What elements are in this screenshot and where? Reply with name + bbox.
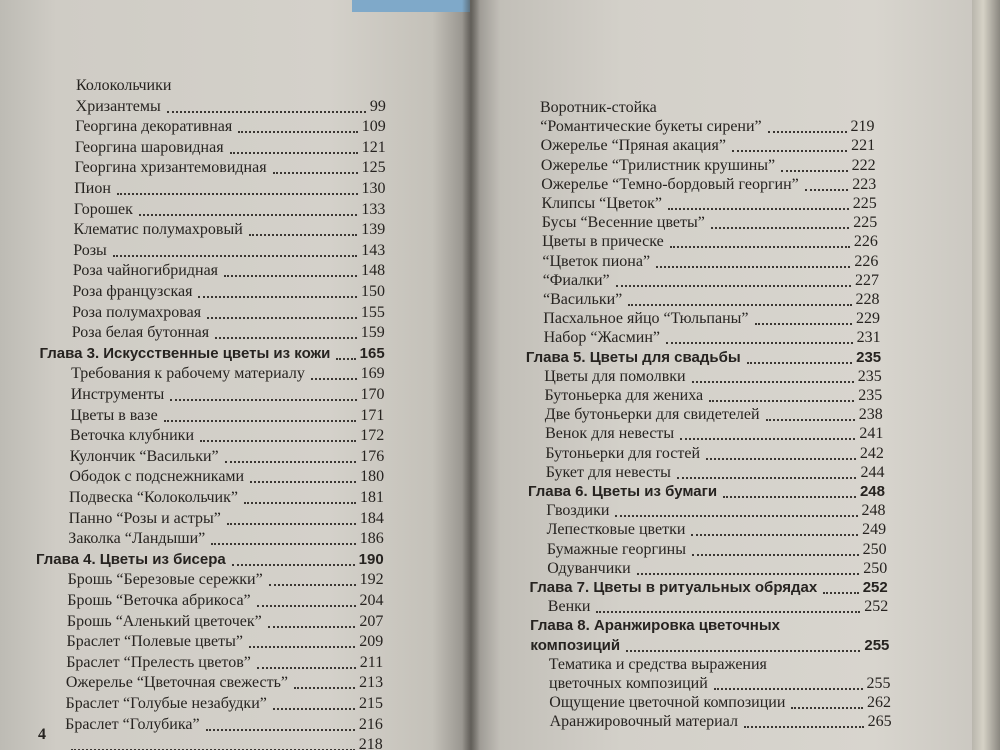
toc-entry-page: 155 — [360, 303, 385, 321]
toc-dot-leader — [215, 337, 357, 339]
toc-entry-page: 249 — [862, 521, 887, 539]
toc-dot-leader — [273, 172, 358, 174]
toc-entry-page: 222 — [851, 156, 876, 174]
toc-entry-page: 192 — [359, 571, 384, 589]
toc-dot-leader — [732, 150, 847, 152]
toc-entry — [66, 692, 384, 714]
page-number: 4 — [38, 726, 46, 743]
toc-dot-leader — [167, 111, 366, 113]
toc-dot-leader — [781, 170, 848, 172]
toc-entry-title: Георгина шаровидная — [74, 138, 224, 156]
toc-dot-leader — [692, 554, 859, 556]
toc-entry — [66, 671, 383, 693]
toc-entry — [68, 568, 384, 590]
toc-entry-title: Розы — [73, 241, 107, 259]
toc-entry-title: Ожерелье “Трилистник крушины” — [540, 156, 776, 174]
toc-entry-page: 223 — [852, 175, 877, 193]
toc-entry-page: 165 — [359, 344, 385, 362]
toc-entry-page: 227 — [854, 271, 879, 289]
toc-entry-page: 238 — [858, 406, 883, 424]
toc-entry-title: Глава 8. Аранжировка цветочных — [530, 617, 780, 635]
toc-entry-page: 109 — [361, 118, 386, 136]
toc-entry-title: Ожерелье “Темно-бордовый георгин” — [541, 175, 799, 193]
toc-entry-page: 252 — [864, 598, 889, 616]
toc-entry-page: 209 — [359, 633, 384, 651]
toc-entry — [69, 465, 384, 487]
toc-dot-leader — [244, 502, 356, 504]
toc-entry-page: 248 — [861, 502, 886, 520]
toc-entry-page: 133 — [361, 200, 386, 218]
toc-entry — [74, 177, 385, 199]
toc-entry — [75, 115, 386, 137]
toc-chapter-entry — [39, 342, 384, 364]
toc-entry-page: 231 — [856, 329, 881, 347]
toc-entry-page: 228 — [855, 291, 880, 308]
toc-entry-title: Роза белая бутонная — [71, 324, 210, 342]
toc-dot-leader — [692, 381, 854, 383]
toc-entry-title: композиций — [530, 636, 621, 654]
toc-dot-leader — [311, 378, 357, 380]
toc-entry-title: Одуванчики — [547, 559, 631, 577]
toc-entry-page: 207 — [359, 612, 384, 630]
toc-entry-page: 255 — [864, 636, 890, 654]
toc-entry-page: 172 — [360, 427, 385, 445]
toc-entry — [73, 239, 385, 261]
toc-entry-title: Ожерелье “Пряная акация” — [540, 137, 726, 155]
toc-entry-page: 225 — [853, 214, 878, 232]
toc-dot-leader — [336, 358, 355, 360]
toc-dot-leader — [711, 227, 849, 229]
toc-dot-leader — [238, 131, 358, 133]
toc-entry — [76, 74, 386, 96]
left-table-of-contents — [0, 0, 470, 750]
toc-entry-title: Бутоньерки для гостей — [545, 444, 701, 462]
toc-entry-title: Бутоньерка для жениха — [544, 387, 704, 404]
right-table-of-contents — [470, 0, 975, 750]
toc-entry-title: Роза полумахровая — [72, 303, 202, 321]
toc-entry — [65, 733, 383, 750]
toc-entry-title: Ожерелье “Цветочная свежесть” — [65, 674, 288, 692]
toc-entry-page: 186 — [359, 530, 384, 548]
toc-entry — [71, 362, 385, 384]
toc-dot-leader — [668, 208, 849, 210]
toc-entry — [67, 589, 383, 611]
toc-entry-page: 150 — [361, 283, 385, 300]
toc-entry-title: Глава 6. Цветы из бумаги — [528, 483, 718, 500]
toc-entry-title: Ощущение цветочной композиции — [549, 694, 786, 712]
toc-entry — [71, 383, 385, 405]
toc-entry-page: 139 — [361, 221, 386, 239]
toc-entry-title: Аранжировочный материал — [549, 713, 738, 731]
toc-dot-leader — [706, 458, 856, 460]
toc-entry — [70, 404, 384, 426]
toc-dot-leader — [227, 523, 356, 525]
toc-dot-leader — [691, 534, 858, 536]
toc-dot-leader — [628, 304, 851, 306]
toc-dot-leader — [273, 708, 355, 710]
toc-entry-title: Веточка клубники — [70, 427, 195, 445]
toc-entry-page: 171 — [360, 406, 385, 424]
toc-dot-leader — [637, 573, 860, 575]
toc-entry-title: Роза чайногибридная — [72, 262, 219, 280]
toc-entry-page: 242 — [859, 444, 884, 462]
toc-dot-leader — [164, 420, 357, 422]
toc-entry-page: 148 — [361, 262, 386, 280]
toc-dot-leader — [198, 296, 357, 298]
toc-entry-page: 176 — [360, 447, 385, 465]
toc-dot-leader — [666, 342, 853, 344]
toc-entry-title: Ободок с подснежниками — [69, 468, 245, 486]
toc-entry-page: 235 — [857, 367, 882, 385]
toc-entry-title: Венок для невесты — [545, 425, 675, 443]
toc-dot-leader — [677, 477, 857, 479]
toc-entry-page: 241 — [859, 425, 884, 443]
toc-entry — [72, 301, 385, 323]
toc-entry — [76, 95, 386, 117]
toc-dot-leader — [113, 255, 357, 257]
toc-entry-title: Пион — [74, 180, 111, 197]
toc-entry-page: 226 — [854, 252, 879, 270]
toc-entry-title: Бусы “Весенние цветы” — [541, 214, 705, 232]
toc-dot-leader — [206, 729, 355, 731]
toc-dot-leader — [791, 707, 863, 709]
toc-entry-page: 184 — [359, 509, 384, 527]
toc-dot-leader — [139, 214, 357, 216]
book-spine-gutter — [462, 0, 480, 750]
toc-entry-title: Брошь “Веточка абрикоса” — [67, 592, 251, 609]
toc-dot-leader — [268, 626, 356, 628]
toc-entry-page: 170 — [360, 386, 385, 403]
toc-entry-page: 252 — [862, 579, 888, 596]
toc-entry-page: 226 — [853, 233, 878, 251]
toc-dot-leader — [747, 362, 852, 364]
page-stack-edge — [972, 0, 1000, 750]
toc-dot-leader — [626, 650, 860, 652]
toc-entry — [67, 630, 384, 652]
toc-entry-title: Клематис полумахровый — [73, 221, 243, 239]
toc-dot-leader — [805, 189, 848, 191]
toc-dot-leader — [766, 419, 855, 421]
toc-entry-page: 262 — [867, 694, 892, 712]
toc-dot-leader — [670, 246, 850, 248]
toc-entry-title: цветочных композиций — [549, 675, 708, 692]
toc-entry-page: 125 — [361, 159, 386, 177]
toc-entry-page: 265 — [867, 713, 892, 731]
toc-entry-title: Глава 5. Цветы для свадьбы — [525, 348, 741, 366]
toc-entry-title: Хризантемы — [75, 97, 161, 115]
toc-entry — [74, 198, 386, 220]
toc-entry-page: 219 — [850, 118, 875, 136]
toc-entry-title: Горошек — [73, 200, 133, 218]
toc-entry-page: 213 — [359, 674, 384, 692]
toc-entry-title: Воротник-стойка — [540, 99, 657, 116]
toc-entry — [74, 218, 386, 240]
toc-entry — [68, 527, 384, 549]
toc-entry-title: Цветы для помолвки — [544, 367, 686, 385]
toc-entry-page: 235 — [858, 387, 883, 404]
toc-entry-title: Панно “Розы и астры” — [68, 509, 221, 527]
toc-dot-leader — [680, 438, 855, 440]
toc-dot-leader — [615, 515, 857, 517]
toc-entry — [73, 259, 385, 281]
toc-entry-title: Глава 3. Искусственные цветы из кожи — [39, 344, 331, 362]
toc-entry-title: Две бутоньерки для свидетелей — [544, 406, 760, 424]
toc-entry-title: “Романтические букеты сирени” — [540, 118, 762, 136]
toc-entry-page: 99 — [369, 97, 386, 115]
toc-entry-title: Глава 7. Цветы в ритуальных обрядах — [529, 579, 818, 596]
toc-entry — [73, 280, 386, 302]
toc-entry-title: Браслет “Голубые незабудки” — [65, 695, 267, 712]
toc-entry-page: 218 — [358, 736, 383, 750]
toc-entry-title: Цветы в вазе — [70, 406, 158, 424]
toc-entry-page: 204 — [359, 592, 384, 609]
toc-entry-title: Пасхальное яйцо “Тюльпаны” — [543, 310, 749, 328]
toc-entry-page: 255 — [866, 675, 891, 692]
toc-dot-leader — [211, 543, 356, 545]
toc-entry-page: 215 — [359, 695, 383, 712]
toc-entry-title: Требования к рабочему материалу — [71, 365, 305, 383]
toc-entry-title: Брошь “Березовые сережки” — [67, 571, 263, 589]
toc-entry — [550, 710, 892, 732]
toc-entry-page: 159 — [360, 324, 385, 342]
toc-entry-title: Бумажные георгины — [546, 540, 686, 558]
left-book-page — [0, 0, 470, 750]
toc-entry-title: Инструменты — [70, 386, 165, 403]
toc-dot-leader — [596, 611, 860, 613]
toc-entry — [72, 321, 385, 343]
toc-dot-leader — [744, 726, 864, 728]
toc-dot-leader — [656, 266, 850, 268]
toc-entry-title: Браслет “Прелесть цветов” — [66, 653, 251, 671]
toc-entry-page: 169 — [360, 365, 385, 383]
toc-entry-title: Букет для невесты — [545, 463, 671, 481]
toc-dot-leader — [249, 234, 358, 236]
toc-dot-leader — [616, 285, 851, 287]
toc-entry-title: Клипсы “Цветок” — [541, 195, 663, 212]
toc-dot-leader — [117, 193, 358, 195]
toc-entry-title: Набор “Жасмин” — [543, 329, 660, 347]
toc-dot-leader — [207, 317, 357, 319]
toc-entry-title: Венки — [547, 598, 591, 616]
toc-entry-page: 216 — [358, 715, 383, 733]
toc-entry-title: Кулончик “Васильки” — [69, 447, 219, 465]
toc-entry — [67, 610, 384, 632]
toc-dot-leader — [200, 440, 356, 442]
toc-entry-title: Заколка “Ландыши” — [68, 530, 206, 548]
toc-entry-page: 190 — [358, 550, 384, 568]
toc-dot-leader — [230, 152, 358, 154]
toc-entry — [75, 136, 386, 158]
toc-dot-leader — [714, 688, 863, 690]
toc-entry-page: 248 — [859, 483, 885, 500]
toc-entry-page: 121 — [361, 138, 386, 156]
toc-entry-title: Колокольчики — [76, 77, 172, 94]
toc-entry — [70, 424, 384, 446]
toc-entry-title: Георгина хризантемовидная — [74, 159, 267, 177]
toc-entry — [66, 651, 383, 673]
toc-entry-title: Гвоздики — [546, 502, 610, 520]
toc-dot-leader — [823, 592, 858, 594]
toc-dot-leader — [170, 399, 356, 401]
toc-entry — [69, 486, 384, 508]
toc-entry-title: Роза французская — [72, 283, 193, 300]
toc-entry — [69, 507, 384, 529]
right-book-page — [470, 0, 975, 750]
toc-entry-page: 181 — [360, 489, 384, 506]
toc-entry-title: Подвеска “Колокольчик” — [69, 489, 238, 506]
toc-entry-title: “Фиалки” — [542, 271, 610, 289]
toc-dot-leader — [224, 275, 357, 277]
toc-entry-page: 235 — [856, 348, 882, 366]
toc-entry-title: “Цветок пиона” — [542, 252, 651, 270]
toc-entry-page: 180 — [360, 468, 385, 486]
toc-dot-leader — [269, 584, 356, 586]
toc-entry-page: 250 — [863, 559, 888, 577]
toc-entry-page: 130 — [361, 180, 386, 197]
toc-dot-leader — [709, 400, 854, 402]
toc-dot-leader — [294, 687, 355, 689]
toc-entry-title: Браслет “Голубика” — [65, 715, 200, 733]
toc-entry-title: Георгина декоративная — [75, 118, 233, 136]
toc-entry-title: Цветы в прическе — [542, 233, 664, 251]
toc-entry — [75, 156, 386, 178]
toc-entry-page: 244 — [860, 463, 885, 481]
toc-entry-title: Тематика и средства выражения — [548, 655, 767, 673]
toc-dot-leader — [257, 667, 356, 669]
toc-dot-leader — [257, 605, 356, 607]
toc-chapter-entry — [36, 548, 384, 570]
toc-entry-title: Глава 4. Цветы из бисера — [35, 550, 226, 568]
toc-dot-leader — [225, 461, 357, 463]
toc-entry — [70, 445, 385, 467]
toc-entry-page: 211 — [359, 653, 384, 671]
toc-entry-page: 225 — [852, 195, 877, 212]
book-cover-edge — [352, 0, 472, 12]
toc-entry-page: 143 — [361, 241, 386, 259]
toc-dot-leader — [250, 481, 356, 483]
toc-dot-leader — [755, 323, 853, 325]
toc-entry-title: Лепестковые цветки — [546, 521, 686, 539]
toc-dot-leader — [232, 564, 355, 566]
toc-entry-title: Брошь “Аленький цветочек” — [66, 612, 262, 630]
toc-entry-title: Браслет “Полевые цветы” — [66, 633, 243, 651]
toc-dot-leader — [249, 646, 355, 648]
toc-dot-leader — [723, 496, 856, 498]
toc-entry — [65, 713, 383, 735]
toc-entry-title: “Васильки” — [543, 291, 623, 308]
toc-entry-page: 229 — [856, 310, 881, 328]
toc-entry-page: 221 — [851, 137, 876, 155]
toc-entry-page: 250 — [862, 540, 887, 558]
toc-dot-leader — [768, 131, 847, 133]
